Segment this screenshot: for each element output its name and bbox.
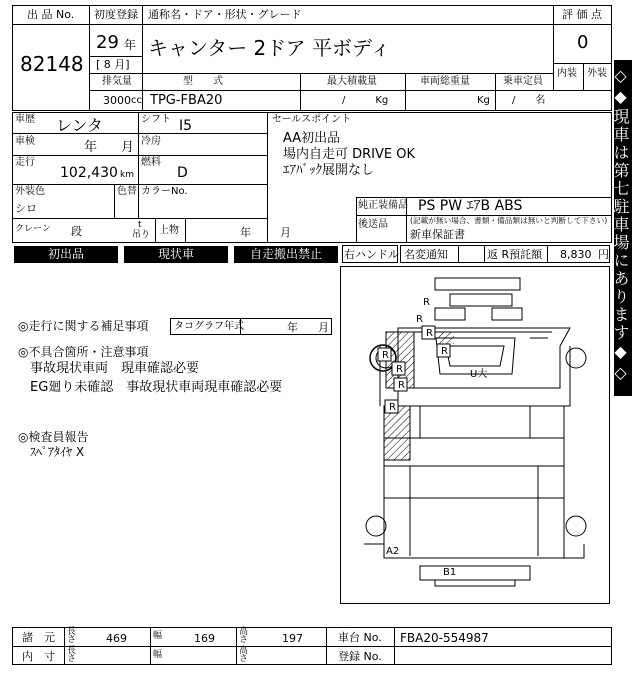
width-value: 169 (194, 632, 215, 645)
driving-notes-title: ◎走行に関する補足事項 (18, 319, 149, 333)
damage-code-u-big: U大 (470, 369, 488, 380)
ac-label: 冷房 (141, 136, 161, 147)
equipment: PS PW ｴｱB ABS (418, 198, 523, 214)
first-registration-year: 29 (96, 32, 119, 53)
lot-number: 82148 (20, 52, 84, 76)
tachograph-month: 月 (318, 321, 329, 334)
return-deposit-label: 返 R預託額 (487, 248, 543, 261)
capacity-label: 乗車定員 (503, 76, 543, 87)
registration-label: 登録 No. (338, 650, 382, 663)
cc-unit: cc (131, 95, 142, 106)
displacement-label: 排気量 (102, 76, 132, 87)
rhd-label: 右ハンドル (344, 248, 399, 261)
model-name: キャンター 2ドア 平ボディ (148, 36, 391, 60)
color-no-label: カラーNo. (141, 186, 188, 197)
first-registration-label: 初度登録 (94, 8, 138, 21)
no-self-drive-badge: 自走搬出禁止 (234, 246, 338, 263)
chassis-label: 車台 No. (338, 631, 382, 644)
interior-label: 内装 (557, 68, 577, 79)
max-load-label: 最大積載量 (327, 76, 377, 87)
defect-2: EG廻り未確認 事故現状車両現車確認必要 (30, 380, 283, 395)
defects-title: ◎不具合箇所・注意事項 (18, 345, 149, 359)
defect-1: 事故現状車両 現車確認必要 (30, 361, 200, 376)
damage-code-a2: A2 (386, 546, 400, 557)
tachograph-year: 年 (287, 321, 298, 334)
sales-point-3: ｴｱﾊﾞｯｸ展開なし (283, 163, 375, 178)
year-unit: 年 (124, 38, 137, 52)
tachograph-label: タコグラフ年式 (174, 321, 244, 332)
inspection-month-unit: 月 (121, 140, 135, 155)
sales-point-2: 場内自走可 DRIVE OK (283, 147, 416, 162)
upper-body-year: 年 (240, 226, 251, 239)
shift: I5 (179, 118, 193, 134)
accessory: 新車保証書 (410, 228, 465, 241)
parking-notice: ◇◆現車は第七駐車場にあります◆◇ (611, 66, 630, 384)
damage-code-r-roof: R (416, 314, 423, 325)
damage-code-r: R (398, 380, 405, 391)
fuel: D (177, 165, 188, 181)
equipment-label: 純正装備品 (358, 200, 408, 211)
shift-label: シフト (141, 114, 171, 125)
inner-dimensions-label: 内 寸 (22, 650, 55, 663)
width-label: 幅 (153, 631, 163, 641)
inspection-year-unit: 年 (84, 140, 98, 155)
sales-point-1: AA初出品 (283, 131, 341, 146)
mileage: 102,430 (60, 165, 118, 181)
upper-body-label: 上物 (159, 225, 179, 236)
damage-code-r: R (382, 350, 389, 361)
crane-lift: 吊り (132, 230, 151, 240)
height-label: 高さ (239, 627, 249, 645)
crane-stage: 段 (71, 225, 82, 238)
damage-code-b1: B1 (443, 567, 457, 578)
first-listing-badge: 初出品 (14, 246, 118, 263)
inspector-title: ◎検査員報告 (18, 430, 89, 444)
inspection-label: 車検 (15, 136, 35, 147)
deposit-amount: 8,830 (560, 248, 592, 261)
damage-code-r-top: R (423, 297, 430, 308)
chassis-number: FBA20-554987 (400, 631, 489, 645)
max-load-unit: / Kg (342, 95, 389, 106)
name-change-label: 名変通知 (404, 248, 448, 261)
km-unit: km (120, 170, 134, 180)
inner-width-label: 幅 (153, 650, 163, 660)
gross-weight-unit: Kg (477, 95, 490, 106)
as-is-badge: 現状車 (124, 246, 228, 263)
mileage-label: 走行 (15, 157, 35, 168)
inner-length-label: 長さ (67, 646, 77, 664)
type-code: TPG-FBA20 (150, 93, 223, 108)
displacement: 3000 (103, 94, 131, 107)
first-registration-month: [ 8 月] (96, 58, 130, 71)
upper-body-month: 月 (280, 226, 291, 239)
rating-value: 0 (577, 32, 589, 53)
inner-height-label: 高さ (239, 646, 249, 664)
length-value: 469 (106, 632, 127, 645)
truck-diagram (340, 266, 610, 604)
length-label: 長さ (67, 627, 77, 645)
exterior-label: 外装 (587, 68, 607, 79)
crane-ton: t (138, 220, 142, 230)
capacity-unit: / 名 (512, 95, 546, 106)
lot-number-label: 出 品 No. (27, 8, 75, 21)
type-label: 型 式 (183, 76, 223, 87)
exterior-color-label: 外装色 (15, 186, 45, 197)
sales-point-title: セールスポイント (272, 114, 352, 125)
damage-code-r: R (441, 346, 448, 357)
gross-weight-label: 車両総重量 (420, 76, 470, 87)
damage-code-r: R (389, 402, 396, 413)
damage-code-r: R (426, 328, 433, 339)
color-change-label: 色替 (117, 186, 137, 197)
model-label: 通称名・ドア・形状・グレード (148, 8, 302, 21)
inspector-note-1: ｽﾍﾟｱﾀｲﾔ X (30, 445, 85, 459)
rating-label: 評 価 点 (562, 8, 602, 21)
damage-code-r: R (396, 364, 403, 375)
specs-label: 諸 元 (22, 631, 55, 644)
height-value: 197 (282, 632, 303, 645)
fuel-label: 燃料 (141, 157, 161, 168)
accessory-note: (記載が無い場合、書類・備品類は無いと判断して下さい) (410, 217, 608, 226)
history-label: 車歴 (15, 114, 35, 125)
yen-unit: 円 (598, 248, 609, 261)
history: レンタ (56, 116, 103, 135)
exterior-color: シロ (15, 202, 37, 215)
crane-label: クレーン (15, 224, 51, 234)
accessory-label: 後送品 (358, 219, 388, 230)
